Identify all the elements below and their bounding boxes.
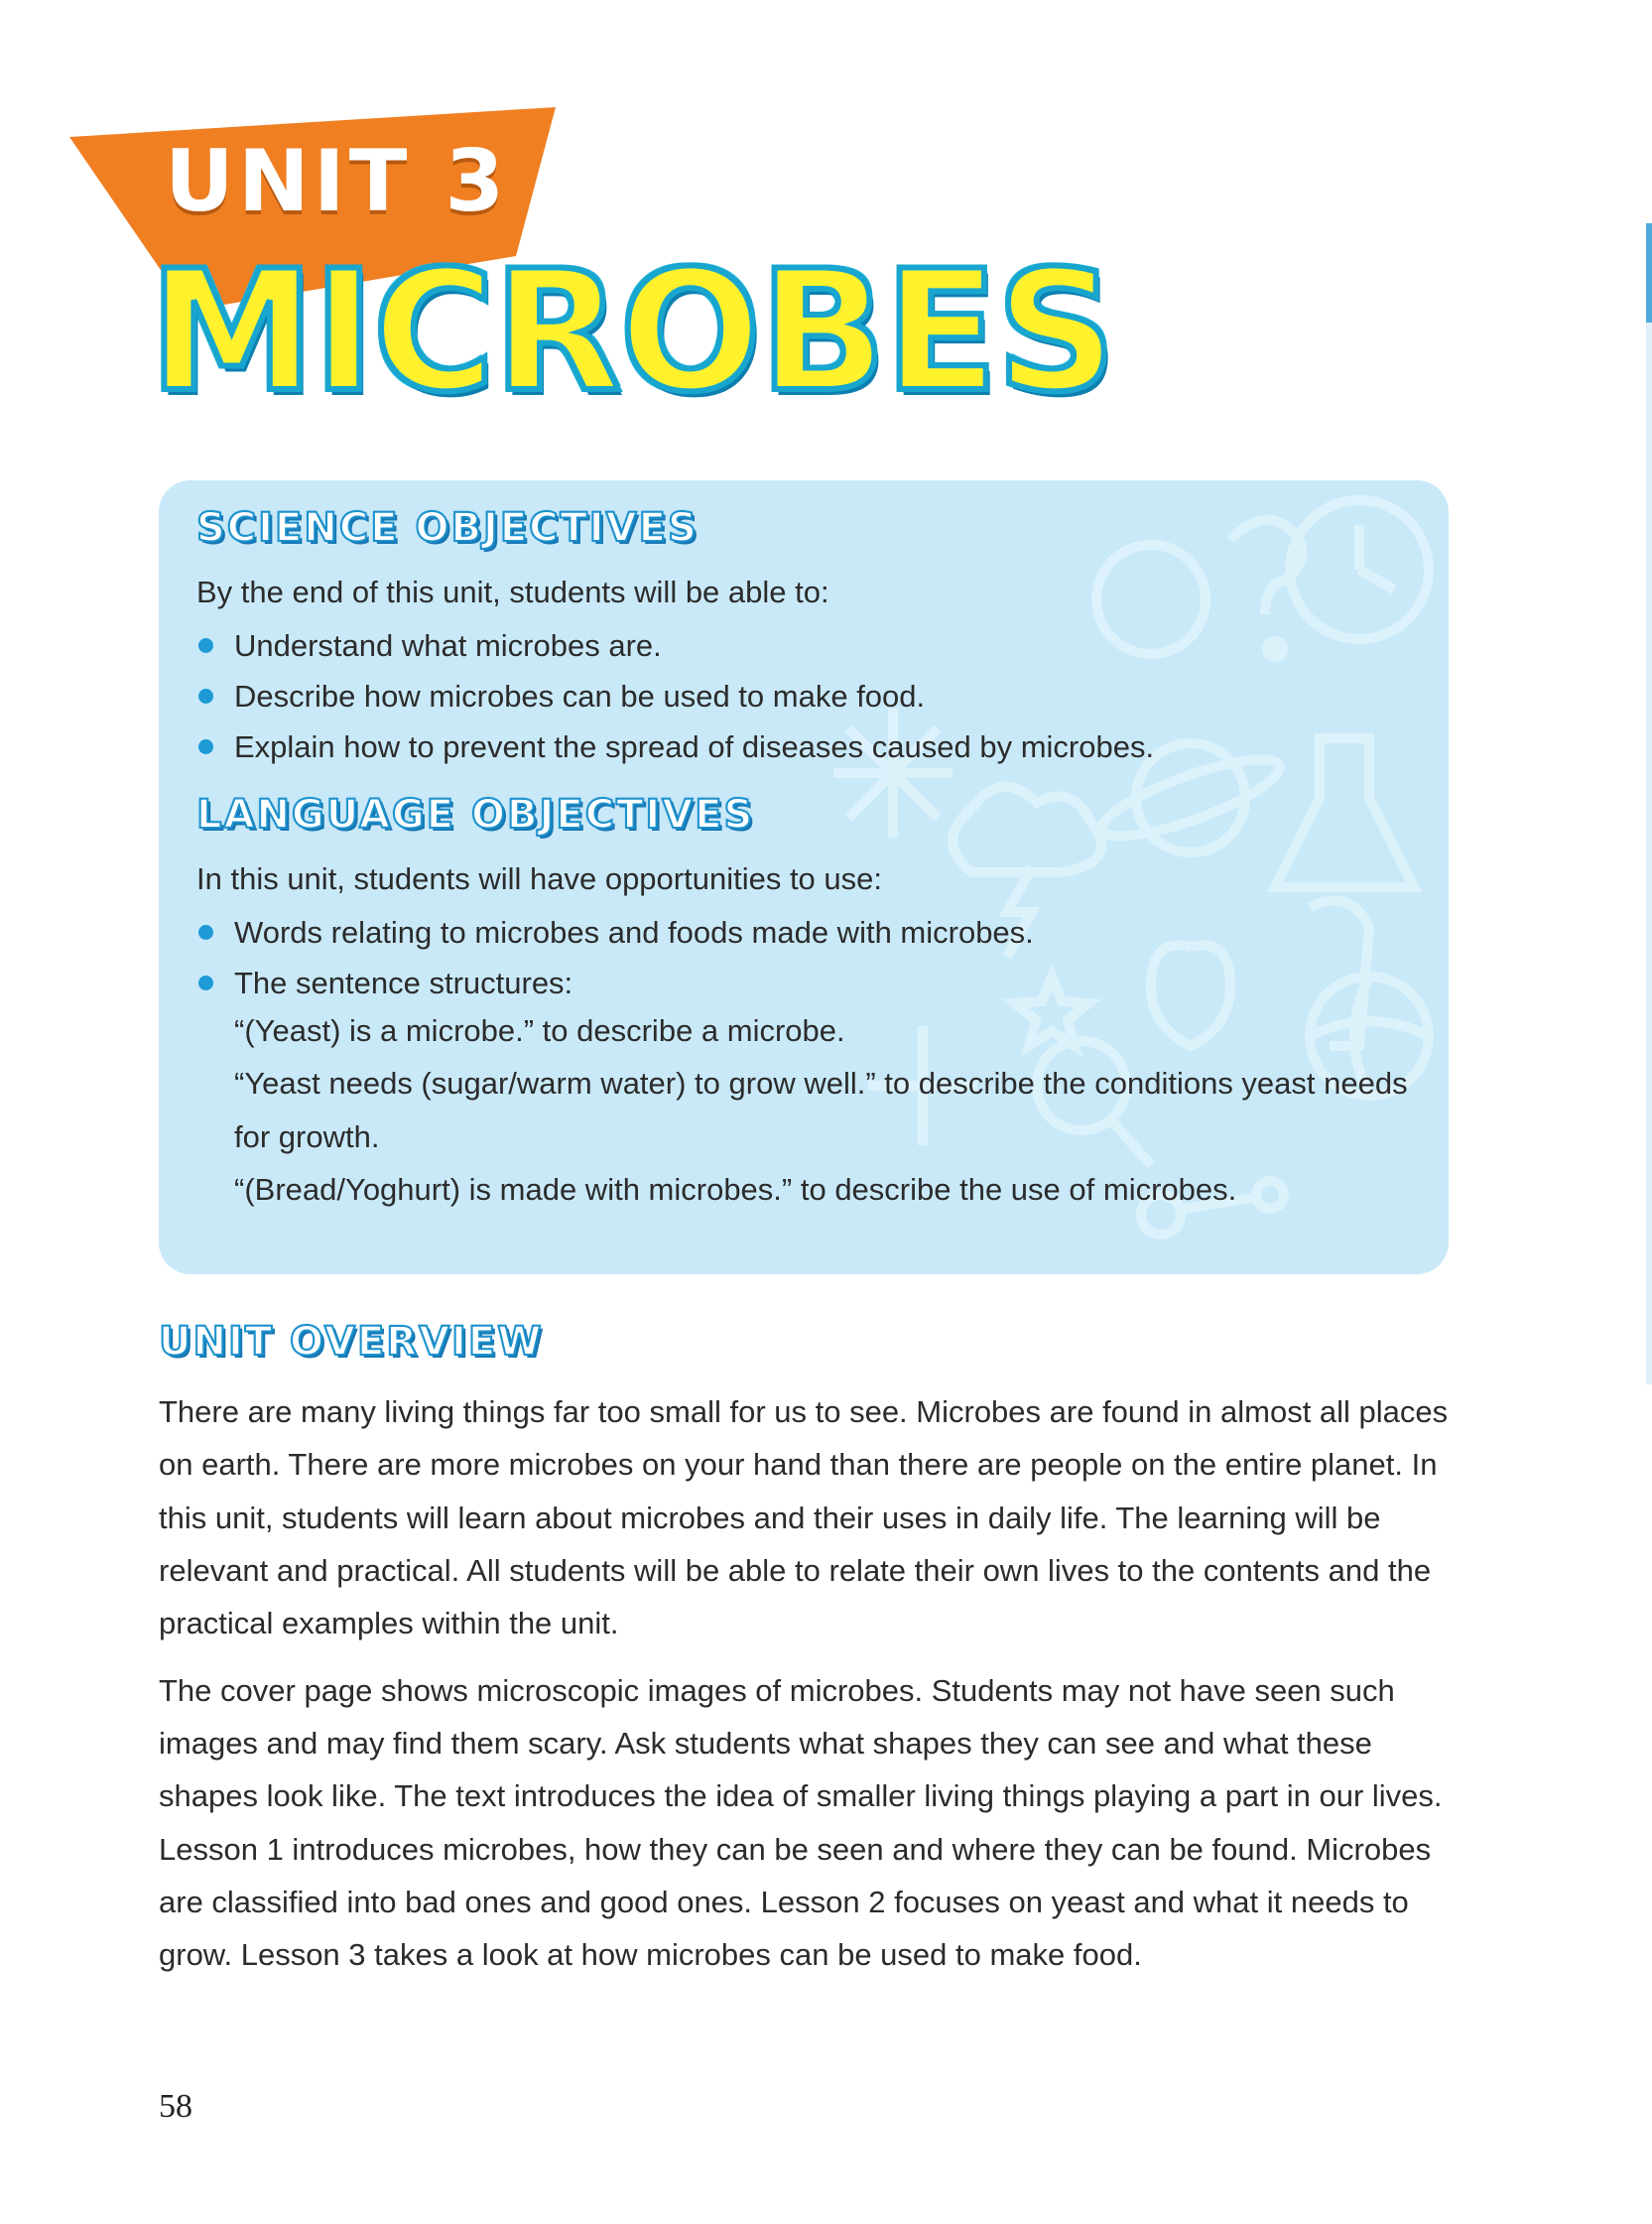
language-objectives-heading: LANGUAGE OBJECTIVES [196,792,755,839]
list-item: The sentence structures: [196,963,1429,1004]
language-objectives-list [196,912,1429,1004]
page-edge-tab [1646,223,1652,1384]
list-item: Understand what microbes are. [196,625,1429,667]
science-objectives-list [196,625,1429,768]
sentence-structure: “(Yeast) is a microbe.” to describe a microbe. [234,1012,845,1048]
unit-title: MICROBES [149,234,1114,429]
science-objectives-heading: SCIENCE OBJECTIVES [196,505,699,551]
objectives-box [159,480,1449,1274]
unit-label: UNIT 3 [165,132,509,231]
overview-paragraph: The cover page shows microscopic images of microbes. Students may not have seen such images and may find them scary. Ask students what shapes they can see and what these shapes look like. The text introduces the idea of smaller living things playing a part in our lives. Lesson 1 introduces microbes, how they can be seen and where they can be found. Microbes are classified into bad ones and good ones. Lesson 2 focuses on yeast and what it needs to grow. Lesson 3 takes a look at how microbes can be used to make food. [159,1672,1443,1973]
unit-overview-heading: UNIT OVERVIEW [159,1319,544,1365]
overview-paragraph: There are many living things far too small for us to see. Microbes are found in almost all places on earth. There are more microbes on your hand than there are people on the entire planet. In this unit, students will learn about microbes and their uses in daily life. The learning will be relevant and practical. All students will be able to relate their own lives to the contents and the practical examples within the unit. [159,1394,1449,1641]
list-item: Explain how to prevent the spread of diseases caused by microbes. [196,726,1429,768]
sentence-structure: “Yeast needs (sugar/warm water) to grow well.” to describe the conditions yeast needs for growth. [234,1066,1408,1154]
language-objectives-lead: In this unit, students will have opportunities to use: [196,861,883,897]
sentence-structure: “(Bread/Yoghurt) is made with microbes.” to describe the use of microbes. [234,1171,1237,1207]
science-objectives-lead: By the end of this unit, students will be able to: [196,575,829,609]
unit-overview-section [159,1320,1468,1995]
page-number: 58 [159,2088,192,2125]
list-item: Words relating to microbes and foods made with microbes. [196,912,1429,954]
list-item: Describe how microbes can be used to make food. [196,676,1429,718]
